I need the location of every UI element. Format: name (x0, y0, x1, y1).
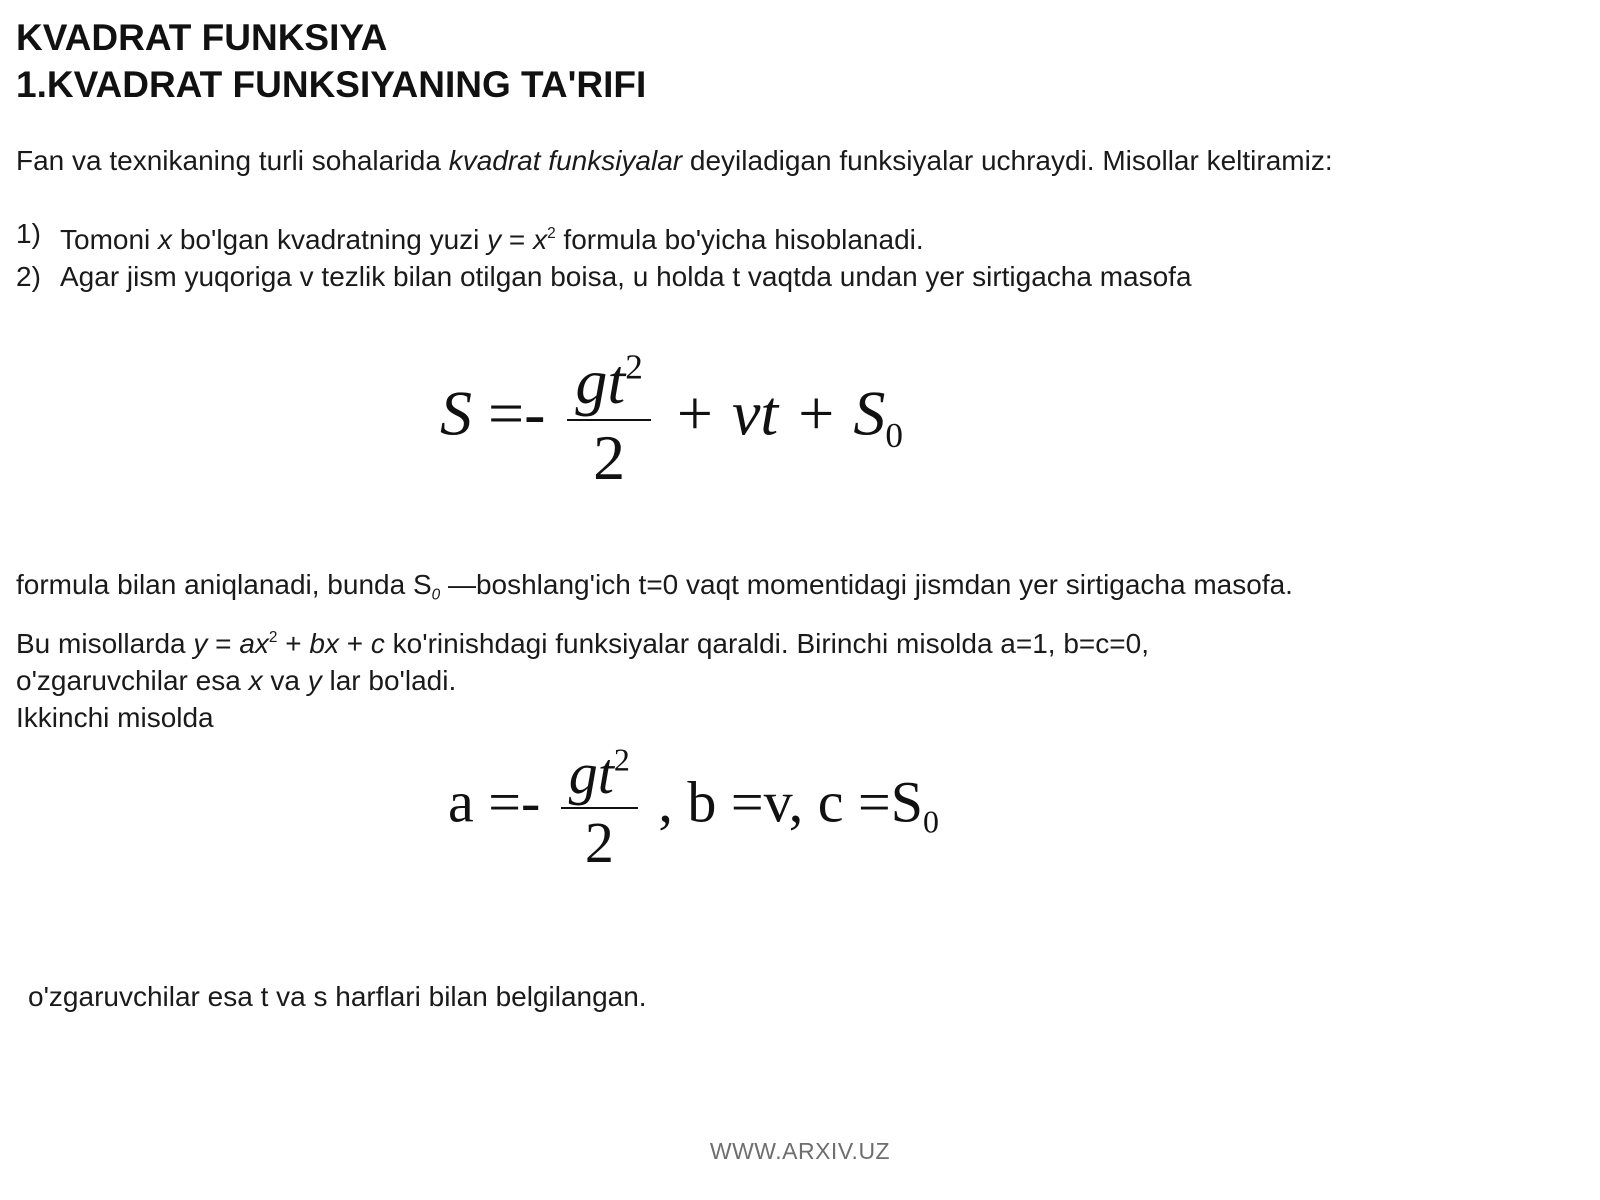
list-item (16, 258, 1192, 295)
explanation-line-4: Ikkinchi misolda (16, 702, 214, 734)
formula-coefficients: a =- $\frac{gt^2}{2}$ , b =v, $c =S_0$ (448, 741, 939, 875)
list-item-text: Agar jism yuqoriga v tezlik bilan otilgan boisa, u holda t vaqtda undan yer sirtigacha masofa (60, 260, 1192, 292)
formula-equals: =- (472, 377, 562, 449)
formula-distance: S =- $\frac{gt^2}{2}$ + vt + $S_0$ (440, 346, 903, 493)
intro-text-2: deyiladigan funksiyalar uchraydi. Misollar keltiramiz: (682, 145, 1333, 176)
intro-italic-term: kvadrat funksiyalar (448, 145, 683, 176)
footer-watermark[interactable]: WWW.ARXIV.UZ (709, 1138, 891, 1164)
coef-a: a =- (448, 769, 555, 835)
title-line-2: 1.KVADRAT FUNKSIYANING TA'RIFI (16, 64, 647, 105)
formula-rest: + vt + S (656, 377, 886, 449)
explanation-line-3: o'zgaruvchilar esa x va y lar bo'ladi. (16, 665, 457, 697)
closing-sentence: o'zgaruvchilar esa t va s harflari bilan belgilangan. (28, 981, 647, 1012)
examples-list (16, 215, 1192, 295)
coef-fraction: $\frac{gt^2}{2}$ (561, 740, 638, 876)
coef-rest: , b =v, c =S (643, 769, 924, 835)
list-number: 1) (16, 218, 41, 249)
fraction-numerator: gt (575, 346, 626, 417)
fraction-denominator: 2 (593, 422, 626, 493)
formula-lhs: S (440, 377, 472, 449)
fraction-denominator: 2 (584, 810, 614, 875)
explanation-block (16, 566, 1293, 736)
formula-fraction: $\frac{gt^2}{2}$ (567, 345, 650, 495)
list-item-text: Tomoni x bo'lgan kvadratning yuzi $y = x^2$ formula bo'yicha hisoblanadi. (60, 223, 924, 255)
list-number: 2) (16, 260, 41, 292)
page-title (16, 14, 646, 108)
title-line-1: KVADRAT FUNKSIYA (16, 17, 388, 58)
intro-paragraph (16, 142, 1333, 179)
explanation-line-1: formula bilan aniqlanadi, bunda $S_0$ —boshlang'ich t=0 vaqt momentidagi jismdan yer sirtigacha masofa. (16, 569, 1293, 604)
intro-text-1: Fan va texnikaning turli sohalarida (16, 145, 449, 176)
list-item (16, 215, 1192, 258)
explanation-line-2: Bu misollarda $y = ax^2$ + bx + c ko'rinishdagi funksiyalar qaraldi. Birinchi misolda a=1, b=c=0, (16, 628, 1149, 660)
fraction-numerator: gt (568, 741, 614, 806)
